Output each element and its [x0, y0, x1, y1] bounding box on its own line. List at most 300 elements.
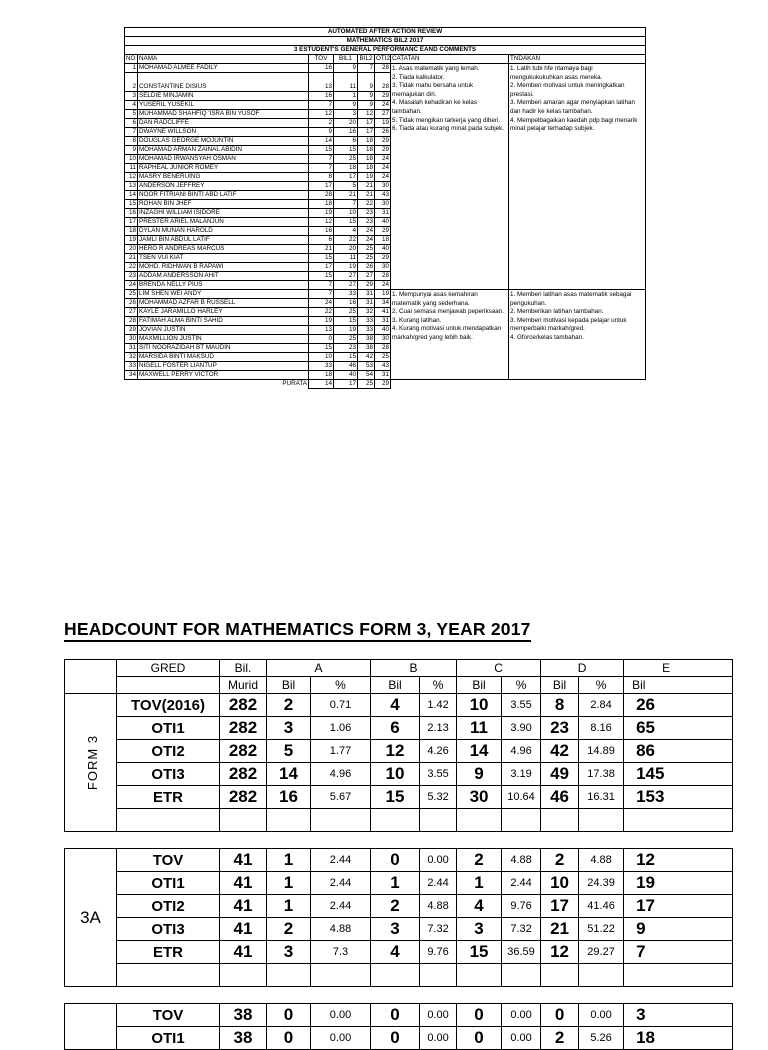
cell-murid: 41 [220, 872, 267, 895]
cell-count: 0 [267, 1027, 311, 1050]
student-no: 11 [125, 164, 138, 173]
score-oti2: 19 [375, 290, 391, 299]
headcount-row [65, 895, 733, 918]
student-no: 30 [125, 335, 138, 344]
headcount-title: HEADCOUNT FOR MATHEMATICS FORM 3, YEAR 2017 [64, 619, 531, 642]
score-bil1: 21 [334, 191, 358, 200]
score-tov: 22 [309, 308, 334, 317]
review-header-oti2: OTI2 [376, 55, 390, 62]
cell-percent: 0.00 [502, 1027, 541, 1050]
student-name: NIGELL FOSTER LIANTUP [138, 362, 309, 371]
score-oti2: 40 [375, 326, 391, 335]
score-tov: 15 [309, 272, 334, 281]
score-tov: 18 [309, 371, 334, 380]
score-bil2: 42 [358, 353, 375, 362]
score-bil1: 46 [334, 362, 358, 371]
header-pct-sub: % [420, 677, 457, 694]
student-name: MARSIDA BINTI MAKSUD [138, 353, 309, 362]
cell-percent: 10.64 [502, 786, 541, 809]
cell-murid: 41 [220, 941, 267, 964]
comment-line: 6. Tiada atau kurang minat pada subjek. [392, 125, 505, 133]
headcount-table [64, 659, 733, 1050]
score-oti2: 43 [375, 362, 391, 371]
student-name: MOHAMMAD AZFAR B RUSSELL [138, 299, 309, 308]
cell-count: 145 [624, 763, 733, 786]
student-no: 29 [125, 326, 138, 335]
score-bil1: 16 [334, 299, 358, 308]
comment-line: 1. Memberi latihan asas matematik sebagai pengukuhan. [510, 291, 632, 307]
student-name: MUHAMMAD SHAHFIQ 'ISRA BIN YUSOF [138, 110, 309, 119]
cell-count: 2 [267, 918, 311, 941]
cell-percent: 7.32 [420, 918, 457, 941]
score-tov: 7 [309, 164, 334, 173]
score-oti2: 31 [375, 371, 391, 380]
student-no: 8 [125, 137, 138, 146]
student-name: MAXWELL PERRY VICTOR [138, 371, 309, 380]
score-tov: 15 [309, 146, 334, 155]
row-grade-label: OTI2 [117, 895, 220, 918]
blank-cell [579, 964, 624, 987]
score-oti2: 40 [375, 245, 391, 254]
cell-murid: 282 [220, 717, 267, 740]
cell-murid: 282 [220, 740, 267, 763]
average-blank [391, 380, 509, 389]
headcount-row [65, 849, 733, 872]
cell-count: 16 [267, 786, 311, 809]
cell-count: 26 [624, 694, 733, 717]
cell-percent: 36.59 [502, 941, 541, 964]
student-name: ADDAM ANDERSSON AHIT [138, 272, 309, 281]
score-tov: 28 [309, 191, 334, 200]
cell-percent: 2.44 [311, 895, 371, 918]
score-oti2: 29 [375, 254, 391, 263]
cell-count: 8 [541, 694, 579, 717]
score-tov: 19 [309, 209, 334, 218]
cell-percent: 2.44 [311, 849, 371, 872]
cell-percent: 2.44 [420, 872, 457, 895]
student-no: 32 [125, 353, 138, 362]
student-name: SITI NOORAZIDAH BT MAUDIN [138, 344, 309, 353]
score-tov: 6 [309, 236, 334, 245]
header-pct-sub: % [502, 677, 541, 694]
score-bil1: 1 [334, 92, 358, 101]
cell-percent: 24.39 [579, 872, 624, 895]
score-tov: 17 [309, 182, 334, 191]
student-name: DAN RADCLIFFE [138, 119, 309, 128]
cell-percent: 4.88 [502, 849, 541, 872]
tindakan-top-cell [509, 64, 646, 290]
cell-count: 14 [267, 763, 311, 786]
score-bil2: 21 [358, 191, 375, 200]
comment-line: 4. Kurang motivasi untuk mendapatkan markah/gred yang lebih baik. [392, 325, 502, 341]
score-bil2: 24 [358, 236, 375, 245]
score-bil2: 21 [358, 182, 375, 191]
headcount-blank-row [65, 809, 733, 832]
student-no: 17 [125, 218, 138, 227]
cell-count: 15 [371, 786, 420, 809]
average-blank [509, 380, 646, 389]
score-bil1: 5 [334, 182, 358, 191]
comment-line: 4. Gforce/kelas tambahan. [510, 333, 584, 341]
score-tov: 33 [309, 362, 334, 371]
review-section-title: 3 ESTUDENT'S GENERAL PERFORMANC EAND COMMENTS [125, 46, 646, 55]
header-murid: Murid [220, 677, 267, 694]
score-oti2: 28 [375, 344, 391, 353]
cell-count: 46 [541, 786, 579, 809]
header-bil-sub: Bil [541, 677, 579, 694]
review-table-body [125, 28, 646, 389]
comment-line: 3. Memberi amaran agar menyiapkan latihan dan hadir ke kelas tambahan. [510, 99, 635, 115]
cell-murid: 38 [220, 1004, 267, 1027]
blank-cell [371, 964, 420, 987]
cell-count: 17 [624, 895, 733, 918]
blank-cell [624, 964, 733, 987]
cell-percent: 2.44 [502, 872, 541, 895]
score-tov: 13 [309, 73, 334, 92]
score-oti2: 24 [375, 281, 391, 290]
student-no: 16 [125, 209, 138, 218]
score-oti2: 19 [375, 119, 391, 128]
cell-count: 1 [267, 849, 311, 872]
review-header-nama: NAMA [138, 55, 309, 64]
score-tov: 21 [309, 245, 334, 254]
student-no: 15 [125, 200, 138, 209]
score-oti2: 31 [375, 209, 391, 218]
header-gred: GRED [117, 660, 220, 677]
headcount-row [65, 786, 733, 809]
score-bil2: 9 [358, 101, 375, 110]
cell-count: 19 [624, 872, 733, 895]
cell-count: 1 [457, 872, 502, 895]
blank-cell [420, 809, 457, 832]
catatan-bottom-cell [391, 290, 509, 380]
cell-count: 9 [624, 918, 733, 941]
header-grade-c: C [457, 660, 541, 677]
score-oti2: 30 [375, 335, 391, 344]
score-tov: 13 [309, 326, 334, 335]
score-bil2: 18 [358, 164, 375, 173]
student-no: 19 [125, 236, 138, 245]
header-bil: Bil. [220, 660, 267, 677]
cell-count: 4 [457, 895, 502, 918]
review-header-tov: TOV [309, 55, 334, 64]
student-name: LIM SHEN WEI ANDY [138, 290, 309, 299]
cell-percent: 0.71 [311, 694, 371, 717]
score-bil2: 38 [358, 344, 375, 353]
review-title: AUTOMATED AFTER ACTION REVIEW [125, 28, 646, 37]
score-oti2: 41 [375, 308, 391, 317]
blank-cell [117, 809, 220, 832]
score-bil1: 19 [334, 263, 358, 272]
student-name: RAPHEAL JUNIOR ROMEY [138, 164, 309, 173]
cell-percent: 1.42 [420, 694, 457, 717]
cell-percent: 2.44 [311, 872, 371, 895]
cell-count: 3 [267, 717, 311, 740]
cell-count: 49 [541, 763, 579, 786]
score-oti2: 24 [375, 173, 391, 182]
cell-percent: 1.06 [311, 717, 371, 740]
headcount-header-row-1 [65, 660, 733, 677]
student-no: 13 [125, 182, 138, 191]
cell-count: 0 [371, 1027, 420, 1050]
cell-percent: 5.32 [420, 786, 457, 809]
score-oti2: 30 [375, 200, 391, 209]
cell-percent: 7.32 [502, 918, 541, 941]
row-grade-label: TOV [117, 849, 220, 872]
cell-murid: 41 [220, 849, 267, 872]
cell-count: 2 [371, 895, 420, 918]
review-header-no: NO [125, 55, 138, 64]
row-grade-label: ETR [117, 941, 220, 964]
header-grade-a: A [267, 660, 371, 677]
comment-line: 2. Memberikan latihan tambahan. [510, 308, 604, 316]
headcount-blank-row [65, 964, 733, 987]
blank-cell [624, 809, 733, 832]
score-bil2: 17 [358, 119, 375, 128]
score-tov: 12 [309, 110, 334, 119]
score-bil1: 17 [334, 173, 358, 182]
score-bil2: 9 [358, 92, 375, 101]
cell-murid: 41 [220, 918, 267, 941]
score-bil2: 54 [358, 371, 375, 380]
row-grade-label: OTI2 [117, 740, 220, 763]
group-label [65, 1004, 117, 1050]
cell-count: 3 [371, 918, 420, 941]
cell-count: 0 [371, 1004, 420, 1027]
student-no: 5 [125, 110, 138, 119]
review-table [124, 27, 646, 389]
average-value: 14 [309, 380, 334, 389]
header-pct-sub: % [311, 677, 371, 694]
score-bil2: 31 [358, 299, 375, 308]
student-name: JOVIAN JUSTIN [138, 326, 309, 335]
row-grade-label: OTI1 [117, 1027, 220, 1050]
cell-count: 12 [371, 740, 420, 763]
blank-cell [267, 964, 311, 987]
student-no: 33 [125, 362, 138, 371]
row-grade-label: TOV(2016) [117, 694, 220, 717]
comment-line: 2. Cuai semasa menjawab peperiksaan. [392, 308, 505, 316]
score-bil2: 24 [358, 227, 375, 236]
row-grade-label: OTI3 [117, 763, 220, 786]
student-name: MOHD. RIDHWAN B RAPAWI [138, 263, 309, 272]
headcount-table-body [65, 660, 733, 1050]
catatan-top-cell [391, 64, 509, 290]
student-no: 28 [125, 317, 138, 326]
score-bil2: 25 [358, 254, 375, 263]
cell-percent: 51.22 [579, 918, 624, 941]
cell-count: 17 [541, 895, 579, 918]
cell-percent: 2.84 [579, 694, 624, 717]
cell-count: 10 [457, 694, 502, 717]
student-name: BRENDA NELLY PIUS [138, 281, 309, 290]
blank-cell [502, 964, 541, 987]
score-tov: 10 [309, 353, 334, 362]
score-tov: 12 [309, 218, 334, 227]
student-no: 31 [125, 344, 138, 353]
average-value: 17 [334, 380, 358, 389]
cell-percent: 0.00 [579, 1004, 624, 1027]
student-no: 20 [125, 245, 138, 254]
review-student-row [125, 64, 646, 73]
student-no: 1 [125, 64, 138, 73]
score-tov: 7 [309, 101, 334, 110]
cell-count: 65 [624, 717, 733, 740]
comment-line: 2. Tiada kalkulator. [392, 73, 445, 81]
header-bil-sub: Bil [371, 677, 420, 694]
cell-percent: 0.00 [420, 849, 457, 872]
cell-percent: 8.16 [579, 717, 624, 740]
score-bil1: 25 [334, 335, 358, 344]
student-name: MOHAMAD IRWANSYAH OSMAN [138, 155, 309, 164]
score-bil1: 15 [334, 146, 358, 155]
score-tov: 24 [309, 299, 334, 308]
cell-count: 2 [267, 694, 311, 717]
score-bil2: 33 [358, 326, 375, 335]
cell-murid: 38 [220, 1027, 267, 1050]
score-tov: 7 [309, 290, 334, 299]
score-bil2: 23 [358, 209, 375, 218]
comment-line: 3. Memberi motivasi kepada pelajar untuk memperbaiki markah/gred. [510, 316, 627, 333]
header-bil-sub: Bil [267, 677, 311, 694]
score-bil2: 12 [358, 110, 375, 119]
cell-percent: 2.13 [420, 717, 457, 740]
review-subtitle: MATHEMATICS BIL2 2017 [125, 37, 646, 46]
row-grade-label: ETR [117, 786, 220, 809]
average-value: 25 [358, 380, 375, 389]
cell-percent: 29.27 [579, 941, 624, 964]
student-name: DOUGLAS GEORGE MOJUNTIN [138, 137, 309, 146]
student-no: 12 [125, 173, 138, 182]
cell-count: 18 [624, 1027, 733, 1050]
score-bil1: 6 [334, 137, 358, 146]
score-bil2: 26 [358, 263, 375, 272]
score-bil1: 20 [334, 245, 358, 254]
cell-murid: 282 [220, 763, 267, 786]
score-bil2: 33 [358, 317, 375, 326]
score-bil2: 9 [358, 73, 375, 92]
score-tov: 17 [309, 263, 334, 272]
score-oti2: 18 [375, 236, 391, 245]
cell-count: 0 [371, 849, 420, 872]
header-bil-sub: Bil [624, 677, 733, 694]
student-no: 3 [125, 92, 138, 101]
score-bil1: 18 [334, 164, 358, 173]
headcount-row [65, 1004, 733, 1027]
student-no: 4 [125, 101, 138, 110]
score-bil2: 22 [358, 200, 375, 209]
score-bil2: 38 [358, 335, 375, 344]
blank-cell [267, 809, 311, 832]
student-name: PRESTER ARIEL MALANJUN [138, 218, 309, 227]
cell-count: 21 [541, 918, 579, 941]
blank-cell [220, 964, 267, 987]
cell-murid: 41 [220, 895, 267, 918]
score-tov: 16 [309, 92, 334, 101]
review-header-tindakan: TNDAKAN [509, 55, 646, 64]
student-no: 9 [125, 146, 138, 155]
comment-line: 2. Memberi motivasi untuk meningkatkan prestasi. [510, 82, 625, 98]
cell-percent: 9.76 [420, 941, 457, 964]
review-average-row [125, 380, 646, 389]
score-oti2: 24 [375, 155, 391, 164]
comment-line: 4. Mempelbagaikan kaedah pdp bagi menarik minat pelajar terhadap subjek. [510, 116, 638, 133]
cell-count: 4 [371, 941, 420, 964]
score-bil1: 33 [334, 290, 358, 299]
blank-cell [457, 809, 502, 832]
score-tov: 15 [309, 254, 334, 263]
group-label [65, 849, 117, 987]
score-bil1: 22 [334, 236, 358, 245]
score-bil1: 11 [334, 254, 358, 263]
cell-count: 2 [457, 849, 502, 872]
group-separator [65, 987, 733, 1004]
blank-cell [579, 809, 624, 832]
score-bil1: 25 [334, 308, 358, 317]
score-bil2: 19 [358, 173, 375, 182]
comment-line: 3. Tidak mahu bersaha untuk memajukan diri. [392, 82, 474, 98]
student-name: INZAGHI WILLIAM ISIDORE [138, 209, 309, 218]
student-name: HERO R ANDREAS MARCUS [138, 245, 309, 254]
score-bil2: 17 [358, 128, 375, 137]
cell-percent: 0.00 [311, 1004, 371, 1027]
cell-count: 42 [541, 740, 579, 763]
score-tov: 9 [309, 128, 334, 137]
headcount-header-row-2 [65, 677, 733, 694]
cell-count: 12 [541, 941, 579, 964]
student-no: 10 [125, 155, 138, 164]
average-value: 29 [375, 380, 391, 389]
cell-count: 0 [457, 1027, 502, 1050]
student-name: MOHAMAD ARMAN ZAINAL ABIDIN [138, 146, 309, 155]
score-bil1: 40 [334, 371, 358, 380]
student-no: 6 [125, 119, 138, 128]
cell-count: 9 [457, 763, 502, 786]
cell-count: 0 [267, 1004, 311, 1027]
score-tov: 7 [309, 281, 334, 290]
score-oti2: 26 [375, 128, 391, 137]
cell-percent: 4.88 [579, 849, 624, 872]
cell-count: 3 [267, 941, 311, 964]
header-gred-blank [117, 677, 220, 694]
student-no: 22 [125, 263, 138, 272]
review-student-row [125, 290, 646, 299]
cell-count: 7 [624, 941, 733, 964]
headcount-row [65, 872, 733, 895]
tindakan-bottom-cell [509, 290, 646, 380]
score-oti2: 28 [375, 272, 391, 281]
blank-cell [541, 809, 579, 832]
group-separator [65, 832, 733, 849]
cell-count: 1 [371, 872, 420, 895]
after-action-review-sheet [124, 27, 645, 389]
score-tov: 14 [309, 137, 334, 146]
headcount-row [65, 717, 733, 740]
score-oti2: 31 [375, 317, 391, 326]
score-tov: 15 [309, 344, 334, 353]
score-bil2: 31 [358, 290, 375, 299]
cell-percent: 3.55 [502, 694, 541, 717]
cell-percent: 0.00 [420, 1004, 457, 1027]
header-pct-sub: % [579, 677, 624, 694]
cell-percent: 1.77 [311, 740, 371, 763]
score-bil2: 29 [358, 281, 375, 290]
cell-count: 10 [541, 872, 579, 895]
comment-line: 3. Kurang latihan. [392, 316, 442, 324]
cell-percent: 0.00 [420, 1027, 457, 1050]
score-bil1: 9 [334, 101, 358, 110]
blank-cell [502, 809, 541, 832]
